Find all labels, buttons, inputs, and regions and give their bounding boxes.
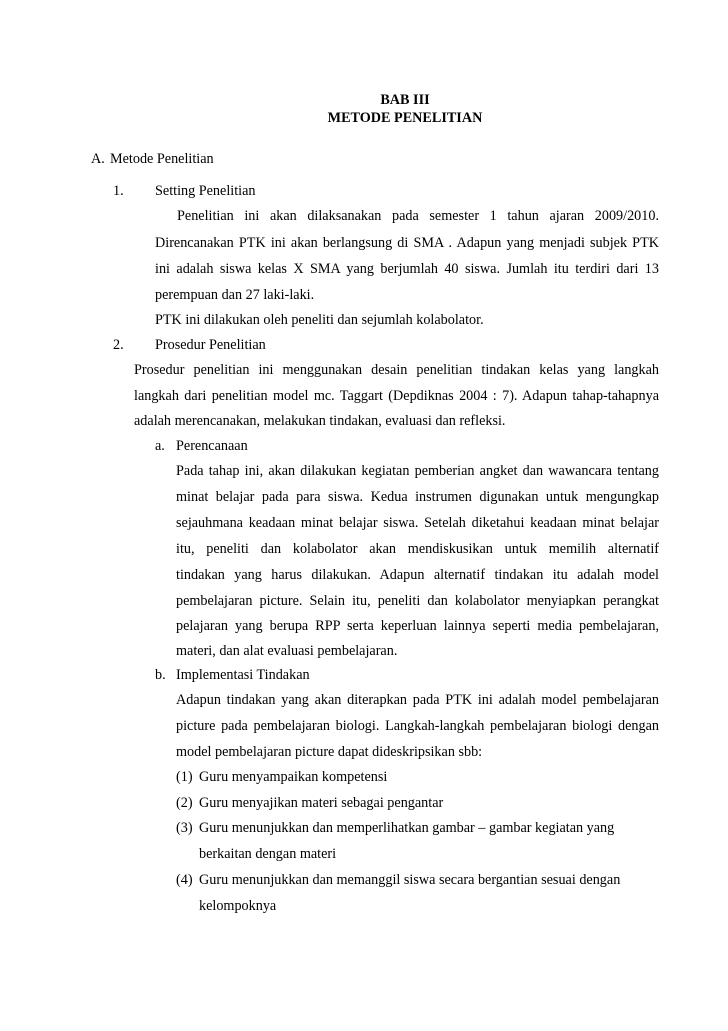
setting-paragraph-line: perempuan dan 27 laki-laki.: [155, 287, 315, 303]
planning-line: sejauhmana keadaan minat belajar siswa. Setelah diketahui keadaan minat belajar: [176, 515, 659, 531]
section-a-title: Metode Penelitian: [110, 151, 214, 167]
step-text: Guru menunjukkan dan memperlihatkan gambar – gambar kegiatan yang: [199, 820, 615, 836]
setting-paragraph-line: Penelitian ini akan dilaksanakan pada semester 1 tahun ajaran 2009/2010.: [177, 208, 659, 224]
item-1-marker: 1.: [113, 183, 124, 199]
planning-line: materi, dan alat evaluasi pembelajaran.: [176, 643, 398, 659]
procedure-intro-line: adalah merencanakan, melakukan tindakan, evaluasi dan refleksi.: [134, 413, 506, 429]
chapter-label: BAB III: [380, 92, 430, 108]
section-a-marker: A.: [91, 151, 105, 167]
item-2-marker: 2.: [113, 337, 124, 353]
setting-paragraph-line: Direncanakan PTK ini akan berlangsung di SMA . Adapun yang menjadi subjek PTK: [155, 235, 659, 251]
procedure-intro-line: langkah dari penelitian model mc. Taggart (Depdiknas 2004 : 7). Adapun tahap-tahapnya: [134, 388, 659, 404]
step-continuation: berkaitan dengan materi: [199, 846, 337, 862]
planning-line: Pada tahap ini, akan dilakukan kegiatan pemberian angket dan wawancara tentang: [176, 463, 659, 479]
implementation-line: model pembelajaran picture dapat dideskripsikan sbb:: [176, 744, 483, 760]
procedure-intro-line: Prosedur penelitian ini menggunakan desain penelitian tindakan kelas yang langkah: [134, 362, 659, 378]
step-number: (2): [176, 795, 193, 811]
setting-paragraph-line: ini adalah siswa kelas X SMA yang berjumlah 40 siswa. Jumlah itu terdiri dari 13: [155, 261, 659, 277]
planning-line: minat belajar pada para siswa. Kedua instrumen digunakan untuk mengungkap: [176, 489, 659, 505]
planning-line: pembelajaran picture. Selain itu, peneliti dan kolabolator menyiapkan perangkat: [176, 593, 659, 609]
sub-b-title: Implementasi Tindakan: [176, 667, 310, 683]
step-continuation: kelompoknya: [199, 898, 277, 914]
chapter-title: METODE PENELITIAN: [327, 110, 483, 126]
step-number: (4): [176, 872, 193, 888]
item-1-title: Setting Penelitian: [155, 183, 256, 199]
sub-a-title: Perencanaan: [176, 438, 248, 454]
sub-b-marker: b.: [155, 667, 166, 683]
step-number: (1): [176, 769, 193, 785]
planning-line: itu, peneliti dan kolabolator akan mendiskusikan untuk memilih alternatif: [176, 541, 659, 557]
step-text: Guru menunjukkan dan memanggil siswa secara bergantian sesuai dengan: [199, 872, 621, 888]
implementation-line: Adapun tindakan yang akan diterapkan pada PTK ini adalah model pembelajaran: [176, 692, 659, 708]
step-text: Guru menyampaikan kompetensi: [199, 769, 388, 785]
setting-paragraph-2: PTK ini dilakukan oleh peneliti dan sejumlah kolabolator.: [155, 312, 484, 328]
step-number: (3): [176, 820, 193, 836]
item-2-title: Prosedur Penelitian: [155, 337, 266, 353]
planning-line: tindakan yang harus dilakukan. Adapun alternatif tindakan itu adalah model: [176, 567, 659, 583]
sub-a-marker: a.: [155, 438, 165, 454]
planning-line: pelajaran yang berupa RPP serta keperluan lainnya seperti media pembelajaran,: [176, 618, 659, 634]
step-text: Guru menyajikan materi sebagai pengantar: [199, 795, 444, 811]
implementation-line: picture pada pembelajaran biologi. Langkah-langkah pembelajaran biologi dengan: [176, 718, 659, 734]
